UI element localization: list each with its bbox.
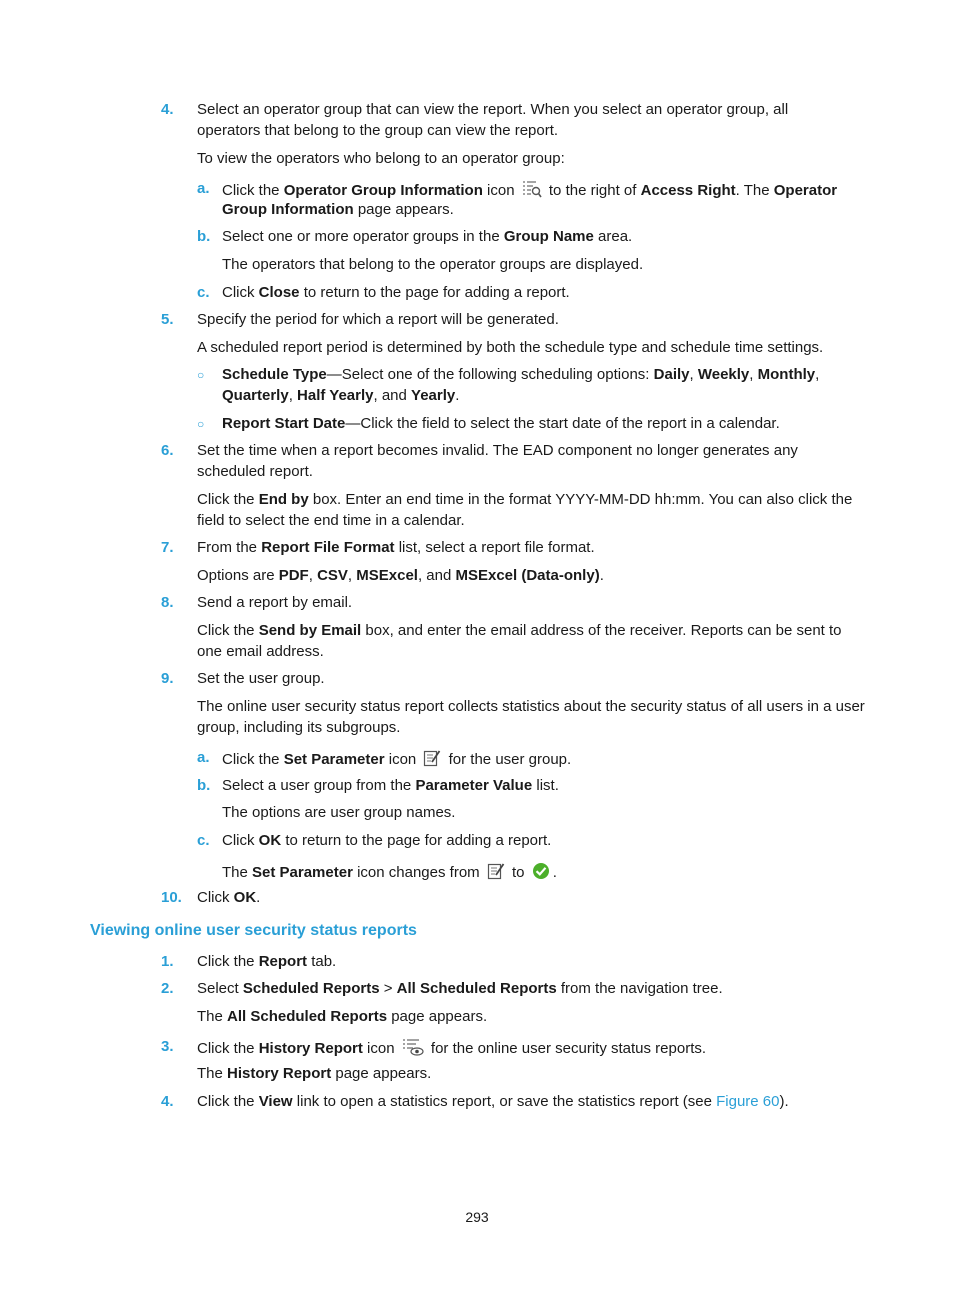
set-parameter-icon (487, 862, 505, 885)
step-number: 5. (161, 311, 174, 328)
bullet-circle-icon: ○ (197, 368, 205, 382)
paragraph: The All Scheduled Reports page appears. (197, 1008, 488, 1025)
substep-text: Click Close to return to the page for adding a report. (222, 284, 570, 301)
operator-group-info-icon (522, 180, 542, 203)
paragraph: To view the operators who belong to an operator group: (197, 150, 565, 167)
substep-text: Select a user group from the Parameter Value list. (222, 777, 559, 794)
paragraph: Options are PDF, CSV, MSExcel, and MSExcel (Data-only). (197, 567, 604, 584)
step-text: operators that belong to the group can view the report. (197, 122, 559, 139)
paragraph: The options are user group names. (222, 804, 456, 821)
substep-letter: c. (197, 832, 210, 849)
substep-letter: a. (197, 749, 210, 766)
bullet-circle-icon: ○ (197, 417, 205, 431)
substep-letter: c. (197, 284, 210, 301)
option-text: Schedule Type—Select one of the following scheduling options: Daily, Weekly, Monthly, (222, 366, 820, 383)
step-text: Set the time when a report becomes invalid. The EAD component no longer generates any (197, 442, 798, 459)
paragraph: Click the Send by Email box, and enter the email address of the receiver. Reports can be sent to (197, 622, 842, 639)
substep-text: Click OK to return to the page for adding a report. (222, 832, 552, 849)
paragraph: The Set Parameter icon changes from to . (222, 862, 557, 885)
step-number: 7. (161, 539, 174, 556)
step-text: Click OK. (197, 889, 261, 906)
step-number: 4. (161, 1093, 174, 1110)
step-number: 8. (161, 594, 174, 611)
page-number: 293 (465, 1209, 489, 1225)
step-text: From the Report File Format list, select a report file format. (197, 539, 595, 556)
step-number: 2. (161, 980, 174, 997)
paragraph: The operators that belong to the operator groups are displayed. (222, 256, 644, 273)
step-number: 9. (161, 670, 174, 687)
paragraph: one email address. (197, 643, 324, 660)
paragraph: Click the End by box. Enter an end time in the format YYYY-MM-DD hh:mm. You can also click the (197, 491, 853, 508)
step-text: Select Scheduled Reports > All Scheduled Reports from the navigation tree. (197, 980, 723, 997)
paragraph: field to select the end time in a calendar. (197, 512, 465, 529)
figure-link[interactable]: Figure 60 (716, 1093, 780, 1110)
step-number: 1. (161, 953, 174, 970)
substep-text: Select one or more operator groups in the Group Name area. (222, 228, 633, 245)
set-parameter-icon (423, 749, 441, 772)
option-text: Quarterly, Half Yearly, and Yearly. (222, 387, 460, 404)
substep-text: Click the Operator Group Information icon to the right of Access Right. The Operator (222, 180, 837, 203)
step-text: Specify the period for which a report will be generated. (197, 311, 559, 328)
step-number: 4. (161, 101, 174, 118)
history-report-icon (402, 1038, 424, 1061)
substep-letter: b. (197, 777, 211, 794)
check-circle-icon (532, 862, 550, 885)
option-text: Report Start Date—Click the field to select the start date of the report in a calendar. (222, 415, 780, 432)
substep-text: Click the Set Parameter icon for the user group. (222, 749, 571, 772)
substep-text: Group Information page appears. (222, 201, 454, 218)
step-text: Click the View link to open a statistics report, or save the statistics report (see Figure 60). (197, 1093, 789, 1110)
substep-letter: b. (197, 228, 211, 245)
substep-letter: a. (197, 180, 210, 197)
paragraph: The online user security status report collects statistics about the security status of all users in a user (197, 698, 865, 715)
step-text: Click the Report tab. (197, 953, 337, 970)
step-text: scheduled report. (197, 463, 313, 480)
paragraph: The History Report page appears. (197, 1065, 432, 1082)
paragraph: group, including its subgroups. (197, 719, 401, 736)
step-text: Set the user group. (197, 670, 325, 687)
step-text: Select an operator group that can view the report. When you select an operator group, all (197, 101, 789, 118)
section-heading: Viewing online user security status reports (90, 922, 417, 939)
step-number: 10. (161, 889, 182, 906)
step-text: Click the History Report icon for the online user security status reports. (197, 1038, 706, 1061)
paragraph: A scheduled report period is determined by both the schedule type and schedule time settings. (197, 339, 824, 356)
step-number: 6. (161, 442, 174, 459)
step-text: Send a report by email. (197, 594, 353, 611)
step-number: 3. (161, 1038, 174, 1055)
